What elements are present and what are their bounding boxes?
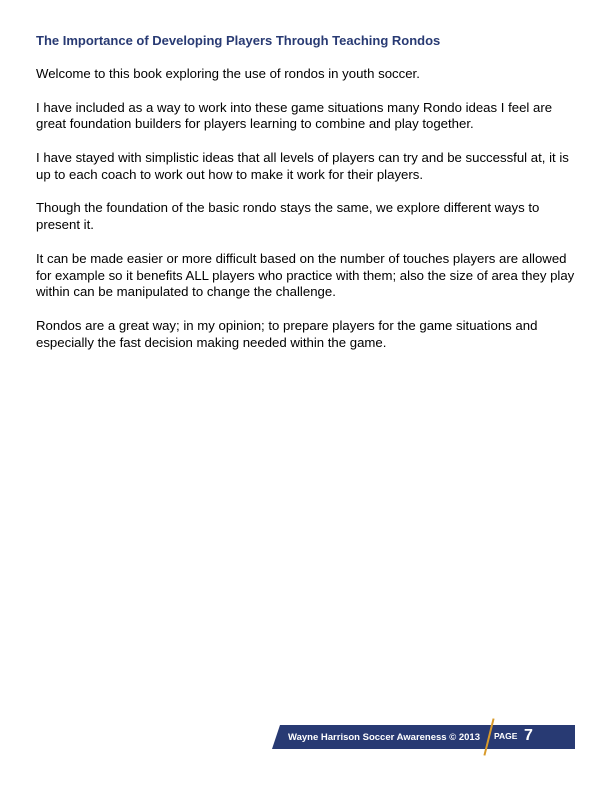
page-title: The Importance of Developing Players Through Teaching Rondos xyxy=(36,33,441,48)
paragraph-rondo-ideas: I have included as a way to work into these game situations many Rondo ideas I feel are great foundation builders for players learning to combine and play together. xyxy=(36,99,553,132)
paragraph-conclusion: Rondos are a great way; in my opinion; to prepare players for the game situations and especially the fast decision making needed within the game. xyxy=(36,317,538,350)
footer-page-label: PAGE xyxy=(494,731,518,741)
footer-credit: Wayne Harrison Soccer Awareness © 2013 xyxy=(288,732,480,743)
paragraph-foundation: Though the foundation of the basic rondo stays the same, we explore different ways to present it. xyxy=(36,200,540,233)
paragraph-difficulty: It can be made easier or more difficult based on the number of touches players are allowed for example so it benefits ALL players who practice with them; also the size of area they play within can be manipulated to change the challenge. xyxy=(36,250,575,300)
body-text xyxy=(36,66,581,368)
paragraph-simplistic-ideas: I have stayed with simplistic ideas that all levels of players can try and be successful at, it is up to each coach to work out how to make it work for their players. xyxy=(36,149,569,182)
page-number: 7 xyxy=(524,727,533,744)
page-footer xyxy=(0,722,612,762)
paragraph-welcome: Welcome to this book exploring the use of rondos in youth soccer. xyxy=(36,66,420,81)
